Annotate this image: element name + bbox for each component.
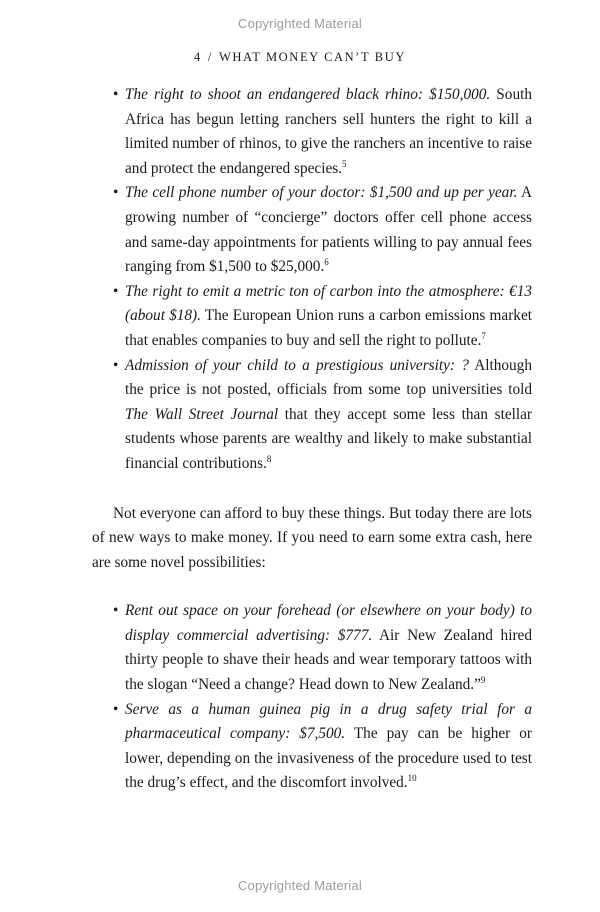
item-body: The pay can be higher or lower, depending on the invasiveness of the procedure used to test the drug’s effect, and the discomfort involved. <box>125 725 532 792</box>
list-item-admission <box>92 354 532 477</box>
spacer <box>92 575 532 599</box>
item-lead: The cell phone number of your doctor: $1,500 and up per year. <box>125 184 518 202</box>
item-lead: Rent out space on your forehead (or elsewhere on your body) to display commercial advertising: $777. <box>125 602 532 644</box>
item-body: A growing number of “concierge” doctors offer cell phone access and same-day appointments for patients willing to pay annual fees ranging from $1,500 to $25,000. <box>125 184 532 276</box>
bullet-icon: • <box>113 700 119 718</box>
footnote-ref: 9 <box>480 674 486 685</box>
spacer <box>92 477 532 502</box>
item-body: Air New Zealand hired thirty people to shave their heads and wear temporary tattoos with the slogan “Need a change? Head down to New Zealand.” <box>125 626 532 694</box>
item-body: The European Union runs a carbon emissions market that enables companies to buy and sell the right to pollute. <box>125 307 532 349</box>
bullet-list-earnings <box>92 599 532 796</box>
publication-title: The Wall Street Journal <box>125 405 279 423</box>
item-lead: The right to shoot an endangered black rhino: $150,000. <box>125 86 491 103</box>
bullet-icon: • <box>113 184 119 202</box>
footnote-ref: 6 <box>324 257 329 268</box>
list-item-carbon <box>92 280 532 354</box>
body-paragraph: Not everyone can afford to buy these things. But today there are lots of new ways to make money. If you need to earn some extra cash, here are some novel possibilities: <box>92 504 532 571</box>
footnote-ref: 10 <box>407 773 417 784</box>
item-lead: The right to emit a metric ton of carbon into the atmosphere: €13 (about $18). <box>125 282 532 325</box>
copyright-watermark-bottom: Copyrighted Material <box>238 878 362 893</box>
bullet-list-prices <box>92 83 532 477</box>
item-body-end: that they accept some less than stellar students whose parents are wealthy and likely to make substantial financial contributions. <box>125 405 532 472</box>
book-title: WHAT MONEY CAN’T BUY <box>218 50 406 64</box>
copyright-watermark-top: Copyrighted Material <box>238 16 362 31</box>
bullet-icon: • <box>113 602 119 620</box>
item-body: Although the price is not posted, officials from some top universities told <box>125 356 532 399</box>
running-header <box>0 50 600 65</box>
page-body <box>92 83 532 796</box>
bullet-icon: • <box>113 356 119 374</box>
item-body: South Africa has begun letting ranchers sell hunters the right to kill a limited number of rhinos, to give the ranchers an incentive to raise and protect the endangered species. <box>125 86 533 177</box>
footnote-ref: 7 <box>481 330 486 341</box>
list-item-rhino <box>92 83 532 181</box>
item-lead: Admission of your child to a prestigious university: ? <box>125 356 469 374</box>
list-item-guinea-pig <box>92 698 532 796</box>
list-item-doctor <box>92 181 532 279</box>
bullet-icon: • <box>113 86 119 103</box>
footnote-ref: 8 <box>266 453 272 464</box>
header-separator: / <box>207 50 213 64</box>
list-item-forehead <box>92 599 532 697</box>
bullet-icon: • <box>113 282 119 300</box>
item-lead: Serve as a human guinea pig in a drug safety trial for a pharmaceutical company: $7,500. <box>125 700 532 743</box>
page-number: 4 <box>194 50 202 64</box>
footnote-ref: 5 <box>342 158 347 169</box>
